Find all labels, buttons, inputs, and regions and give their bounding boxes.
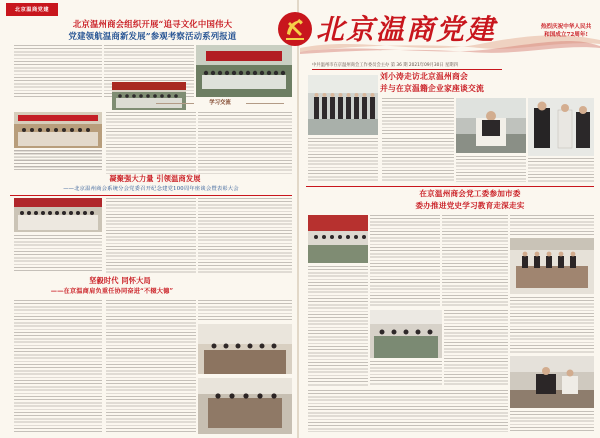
- article3-title: 坚毅时代 同怀大局: [89, 276, 151, 285]
- right-article2-photo-2: [510, 238, 594, 294]
- right-article2-body-8: [308, 390, 508, 432]
- meeting-photo: [112, 82, 186, 110]
- left-body-col-3: [198, 112, 292, 174]
- right-article1-photo-3: [528, 98, 594, 156]
- right-page: [300, 0, 600, 438]
- right-article2-body-2: [442, 215, 508, 307]
- right-article2-body-7: [370, 361, 442, 386]
- right-article2-photo-4: [510, 356, 594, 408]
- article3-body-2: [106, 300, 196, 432]
- page-fold: [297, 0, 299, 438]
- right-article1-body-1: [382, 98, 454, 136]
- right-article2-photo-3: [370, 310, 442, 358]
- right-article1-body-4: [382, 138, 454, 182]
- left-body-col-2: [106, 112, 196, 174]
- right-article2-body-5: [444, 310, 508, 386]
- right-article1-title-2: 并与在京温籍企业家座谈交流: [380, 84, 484, 93]
- celebration-line-1: 热烈庆祝中华人民共: [540, 24, 592, 30]
- celebration-line-2: 和国成立72周年!: [544, 31, 588, 38]
- article2-body-1: [14, 235, 102, 273]
- article3-photo-2: [198, 378, 292, 434]
- right-article1-photo-2: [456, 98, 526, 153]
- right-article1-body-5: [456, 156, 526, 182]
- left-body-col-1b: [14, 150, 102, 172]
- article3-subtitle: ——在京温商肩负重任协同奋进“不辍大德”: [50, 288, 174, 295]
- lead-title-line-1: 北京温州商会组织开展“追寻文化中国伟大: [72, 19, 233, 29]
- lead-body-text: [14, 45, 102, 97]
- right-article1-photo-1: [308, 75, 378, 135]
- article3-body-1: [14, 300, 102, 432]
- left-page: [0, 0, 296, 438]
- article2-title: 凝聚强大力量 引领温商发展: [109, 174, 201, 183]
- right-article2-title-2: 委办推进党史学习教育走深走实: [415, 201, 525, 210]
- right-article2-body-4: [308, 266, 368, 386]
- right-article2-body-3: [510, 215, 594, 235]
- article3-body-3: [198, 300, 292, 322]
- left-photo-2: [14, 112, 102, 148]
- right-article2-photo-1: [308, 215, 368, 263]
- article2-subtitle: ——北京温州商会系统分会党委召开纪念建党100周年座谈会暨表彰大会: [63, 186, 239, 192]
- right-article1-body-3: [308, 138, 378, 182]
- section-tag-study: 学习交流: [196, 98, 244, 108]
- right-article-divider: [306, 186, 594, 187]
- masthead-stamp: 北京温商党建: [6, 3, 58, 16]
- right-article2-body-9: [510, 411, 594, 432]
- article2-rule: [10, 195, 292, 196]
- right-article2-body-6: [510, 297, 594, 353]
- lead-title-line-2: 党建领航温商新发展”参观考察活动系列报道: [68, 31, 237, 41]
- right-article2-title-1: 在京温州商会党工委参加市委: [419, 189, 521, 198]
- right-article2-body-1: [370, 215, 440, 307]
- right-article1-title-1: 刘小涛走访北京温州商会: [380, 72, 468, 81]
- lead-group-photo: [196, 45, 292, 97]
- article2-photo: [14, 198, 102, 232]
- issue-line: 中共温州市在京温州商会工作委员会主办 第 36 期 2021年09月30日 星期四: [312, 63, 458, 68]
- article2-body-2: [106, 198, 196, 273]
- right-article1-body-6: [528, 158, 594, 182]
- article3-photo-1: [198, 324, 292, 374]
- article2-body-3: [198, 198, 292, 273]
- masthead-title: 北京温商党建: [316, 13, 497, 46]
